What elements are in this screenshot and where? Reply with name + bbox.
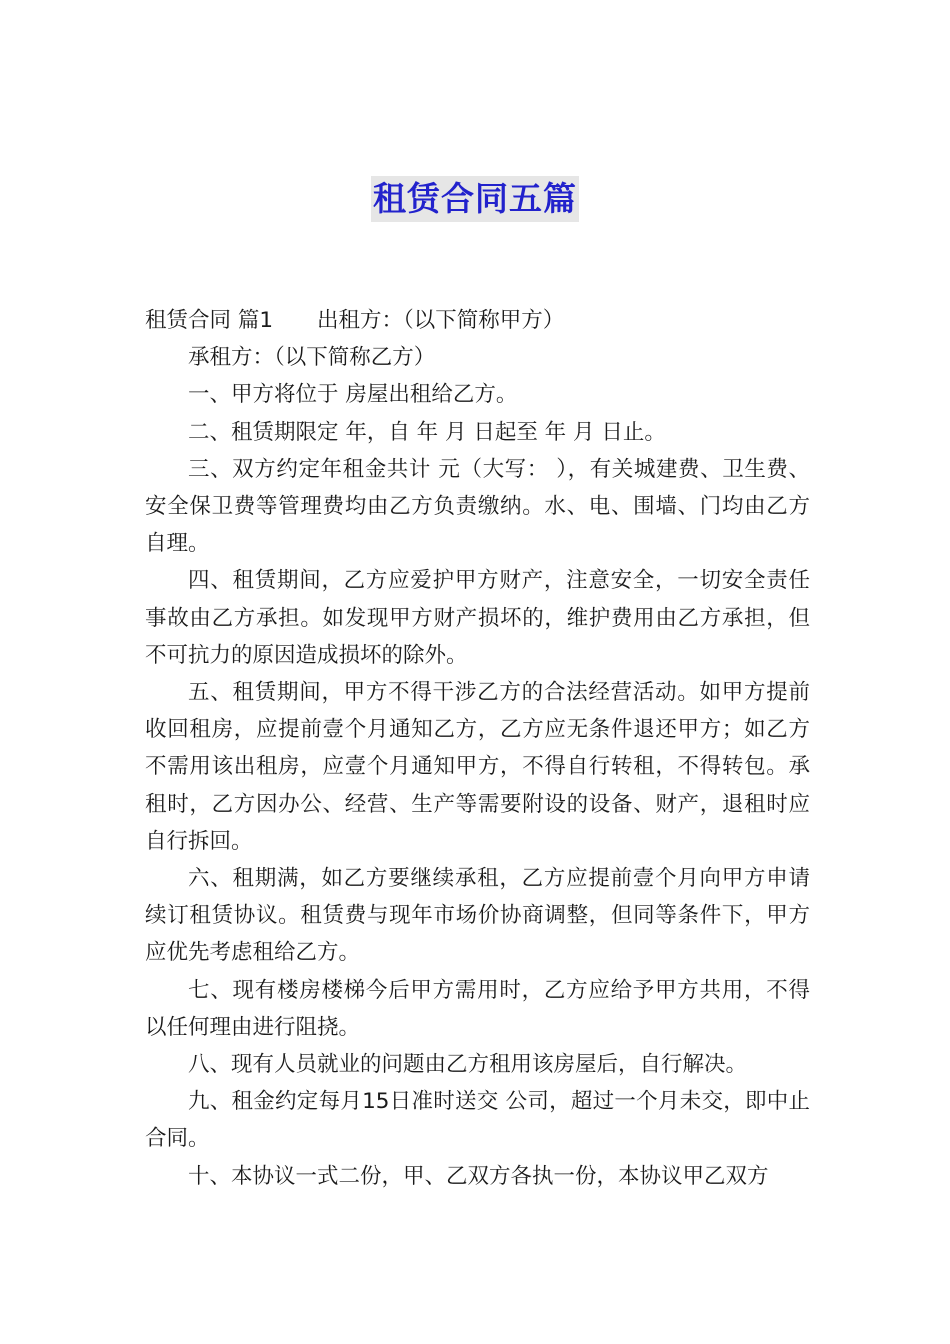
paragraph-clause-7: 七、现有楼房楼梯今后甲方需用时，乙方应给予甲方共用，不得以任何理由进行阻挠。 bbox=[145, 977, 810, 1040]
paragraph-clause-5: 五、租赁期间，甲方不得干涉乙方的合法经营活动。如甲方提前收回租房，应提前壹个月通知乙方，乙方应无条件退还甲方；如乙方不需用该出租房，应壹个月通知甲方，不得自行转租，不得转包。承租时，乙方因办公、经营、生产等需要附设的设备、财产，退租时应自行拆回。 bbox=[145, 680, 810, 854]
paragraph-lessee: 承租方：（以下简称乙方） bbox=[188, 345, 436, 371]
paragraph-clause-10: 十、本协议一式二份，甲、乙双方各执一份，本协议甲乙双方 bbox=[188, 1163, 769, 1189]
document-title: 租赁合同五篇 bbox=[371, 176, 579, 222]
paragraph-clause-4: 四、租赁期间，乙方应爱护甲方财产，注意安全，一切安全责任事故由乙方承担。如发现甲方财产损坏的，维护费用由乙方承担，但不可抗力的原因造成损坏的除外。 bbox=[145, 568, 810, 668]
title-container bbox=[0, 176, 950, 222]
first-line bbox=[145, 302, 810, 339]
lessor-line: 出租方：（以下简称甲方） bbox=[317, 308, 565, 333]
paragraph-clause-8: 八、现有人员就业的问题由乙方租用该房屋后，自行解决。 bbox=[188, 1052, 748, 1078]
paragraph-clause-3: 三、双方约定年租金共计 元（大写： ），有关城建费、卫生费、安全保卫费等管理费均由乙方负责缴纳。水、电、围墙、门均由乙方自理。 bbox=[145, 456, 810, 557]
contract-heading: 租赁合同 篇1 bbox=[145, 308, 274, 333]
document-body bbox=[145, 302, 810, 1195]
paragraph-clause-2: 二、租赁期限定 年，自 年 月 日起至 年 月 日止。 bbox=[188, 419, 666, 445]
paragraph-clause-1: 一、甲方将位于 房屋出租给乙方。 bbox=[188, 382, 518, 408]
paragraph-clause-9: 九、租金约定每月15日准时送交 公司，超过一个月未交，即中止合同。 bbox=[145, 1089, 810, 1152]
paragraph-clause-6: 六、租期满，如乙方要继续承租，乙方应提前壹个月向甲方申请续订租赁协议。租赁费与现年市场价协商调整，但同等条件下，甲方应优先考虑租给乙方。 bbox=[145, 866, 810, 966]
